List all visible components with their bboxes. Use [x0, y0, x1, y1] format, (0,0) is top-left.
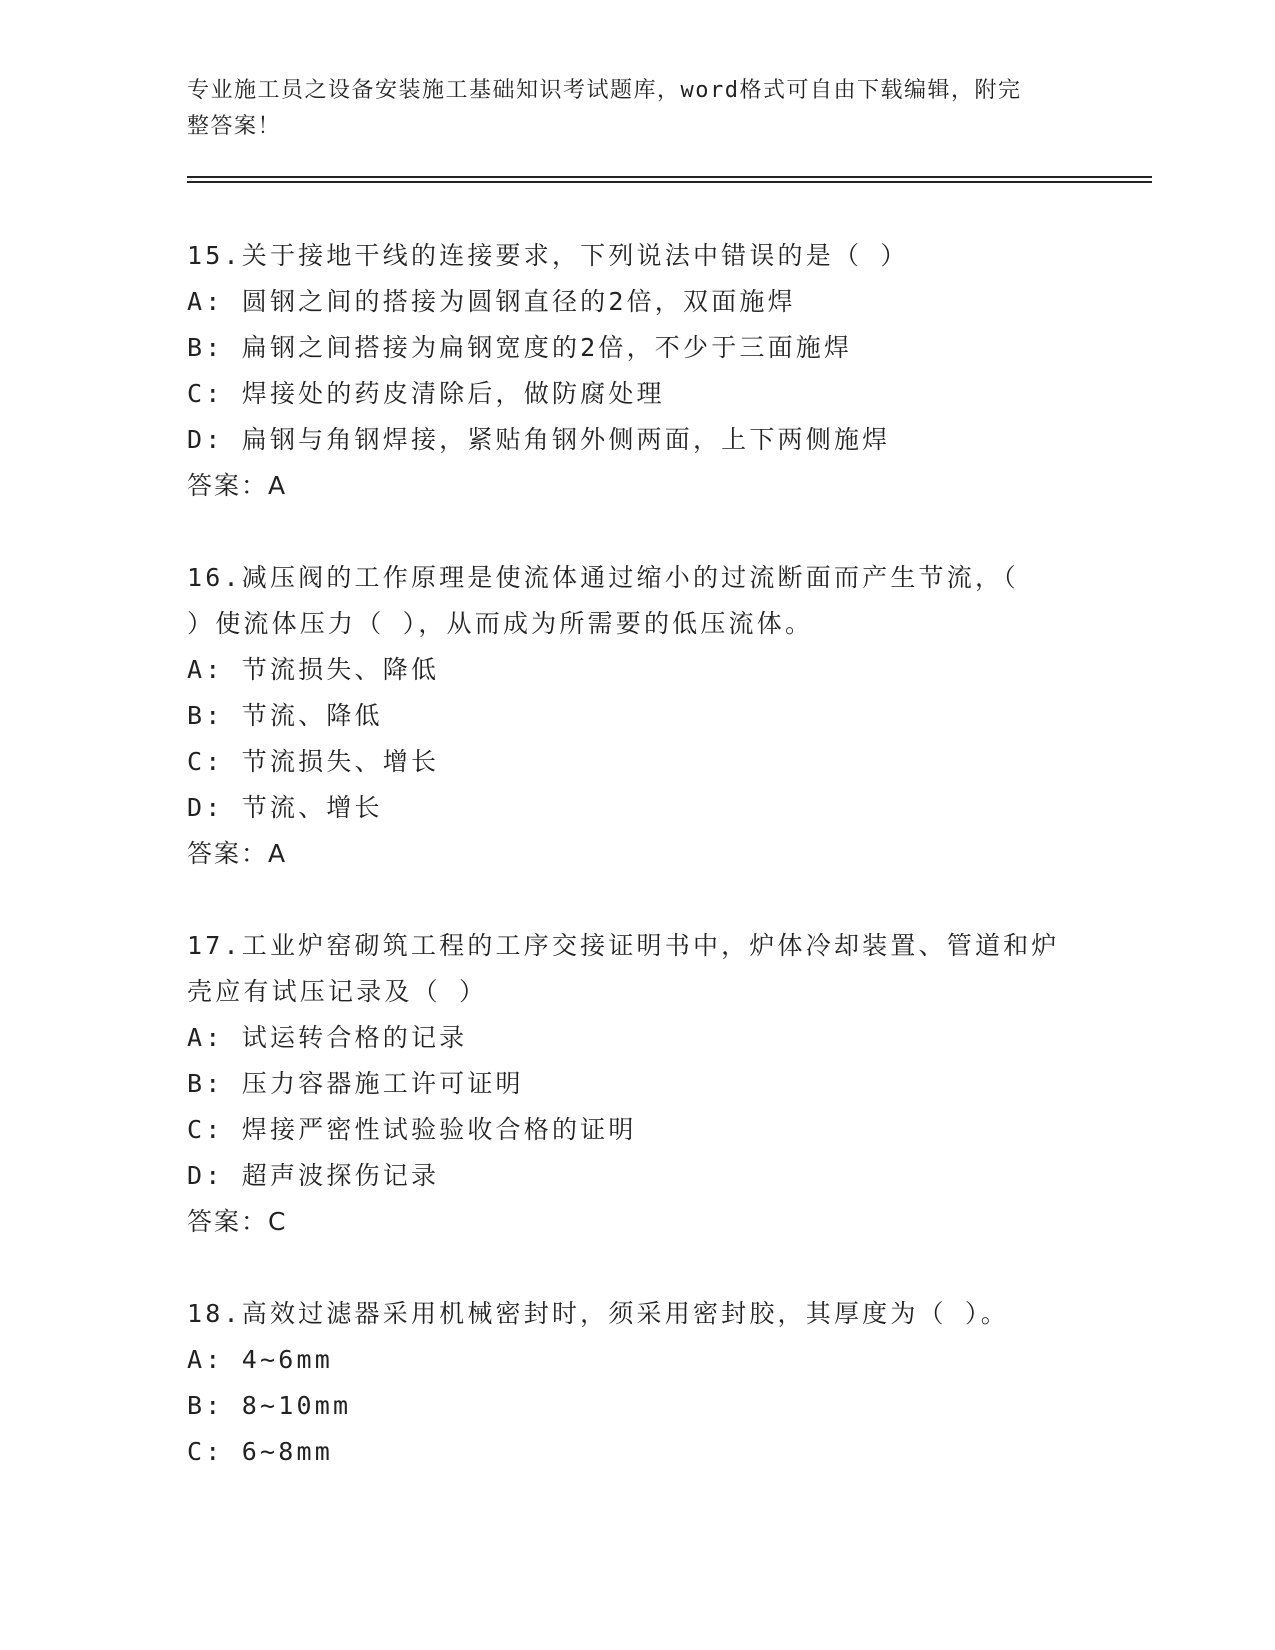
question-stem — [187, 233, 1087, 279]
option-c: C: 节流损失、增长 — [187, 747, 440, 776]
option-c: C: 6~8mm — [187, 1437, 334, 1466]
answer-line — [187, 463, 1087, 509]
answer-value: C — [268, 1207, 288, 1236]
option-c: C: 焊接严密性试验验收合格的证明 — [187, 1115, 637, 1144]
question-list — [187, 233, 1087, 1521]
option-a: A: 试运转合格的记录 — [187, 1023, 468, 1052]
answer-line — [187, 1199, 1087, 1245]
answer-line — [187, 831, 1087, 877]
question-stem — [187, 923, 1087, 1015]
option-c: C: 焊接处的药皮清除后，做防腐处理 — [187, 379, 665, 408]
stem-line: 18.高效过滤器采用机械密封时，须采用密封胶，其厚度为（ ）。 — [187, 1299, 1009, 1328]
option-b: B: 压力容器施工许可证明 — [187, 1069, 524, 1098]
stem-line: 15.关于接地干线的连接要求，下列说法中错误的是（ ） — [187, 241, 909, 270]
answer-label: 答案： — [187, 471, 269, 500]
question-stem — [187, 1291, 1087, 1337]
question-16 — [187, 555, 1087, 877]
question-17 — [187, 923, 1087, 1245]
header-line-1: 专业施工员之设备安装施工基础知识考试题库，word格式可自由下载编辑，附完 — [187, 78, 1022, 103]
header-divider-bottom — [187, 181, 1152, 183]
option-d: D: 节流、增长 — [187, 793, 383, 822]
option-d: D: 超声波探伤记录 — [187, 1161, 440, 1190]
option-a: A: 圆钢之间的搭接为圆钢直径的2倍，双面施焊 — [187, 287, 796, 316]
header-line-2: 整答案！ — [187, 114, 282, 139]
stem-line: 壳应有试压记录及（ ） — [187, 977, 488, 1006]
answer-value: A — [268, 839, 288, 868]
option-a: A: 节流损失、降低 — [187, 655, 440, 684]
answer-label: 答案： — [187, 839, 269, 868]
stem-line: 17.工业炉窑砌筑工程的工序交接证明书中，炉体冷却装置、管道和炉 — [187, 931, 1060, 960]
document-header — [187, 73, 1067, 145]
option-b: B: 节流、降低 — [187, 701, 383, 730]
option-d: D: 扁钢与角钢焊接，紧贴角钢外侧两面，上下两侧施焊 — [187, 425, 891, 454]
answer-value: A — [268, 471, 288, 500]
stem-line: 16.减压阀的工作原理是使流体通过缩小的过流断面而产生节流，（ — [187, 563, 1019, 592]
question-15 — [187, 233, 1087, 509]
option-b: B: 8~10mm — [187, 1391, 352, 1420]
question-18 — [187, 1291, 1087, 1475]
option-b: B: 扁钢之间搭接为扁钢宽度的2倍，不少于三面施焊 — [187, 333, 853, 362]
header-divider-top — [187, 176, 1152, 178]
question-stem — [187, 555, 1087, 647]
stem-line: ）使流体压力（ ），从而成为所需要的低压流体。 — [187, 609, 814, 638]
option-a: A: 4~6mm — [187, 1345, 334, 1374]
answer-label: 答案： — [187, 1207, 269, 1236]
